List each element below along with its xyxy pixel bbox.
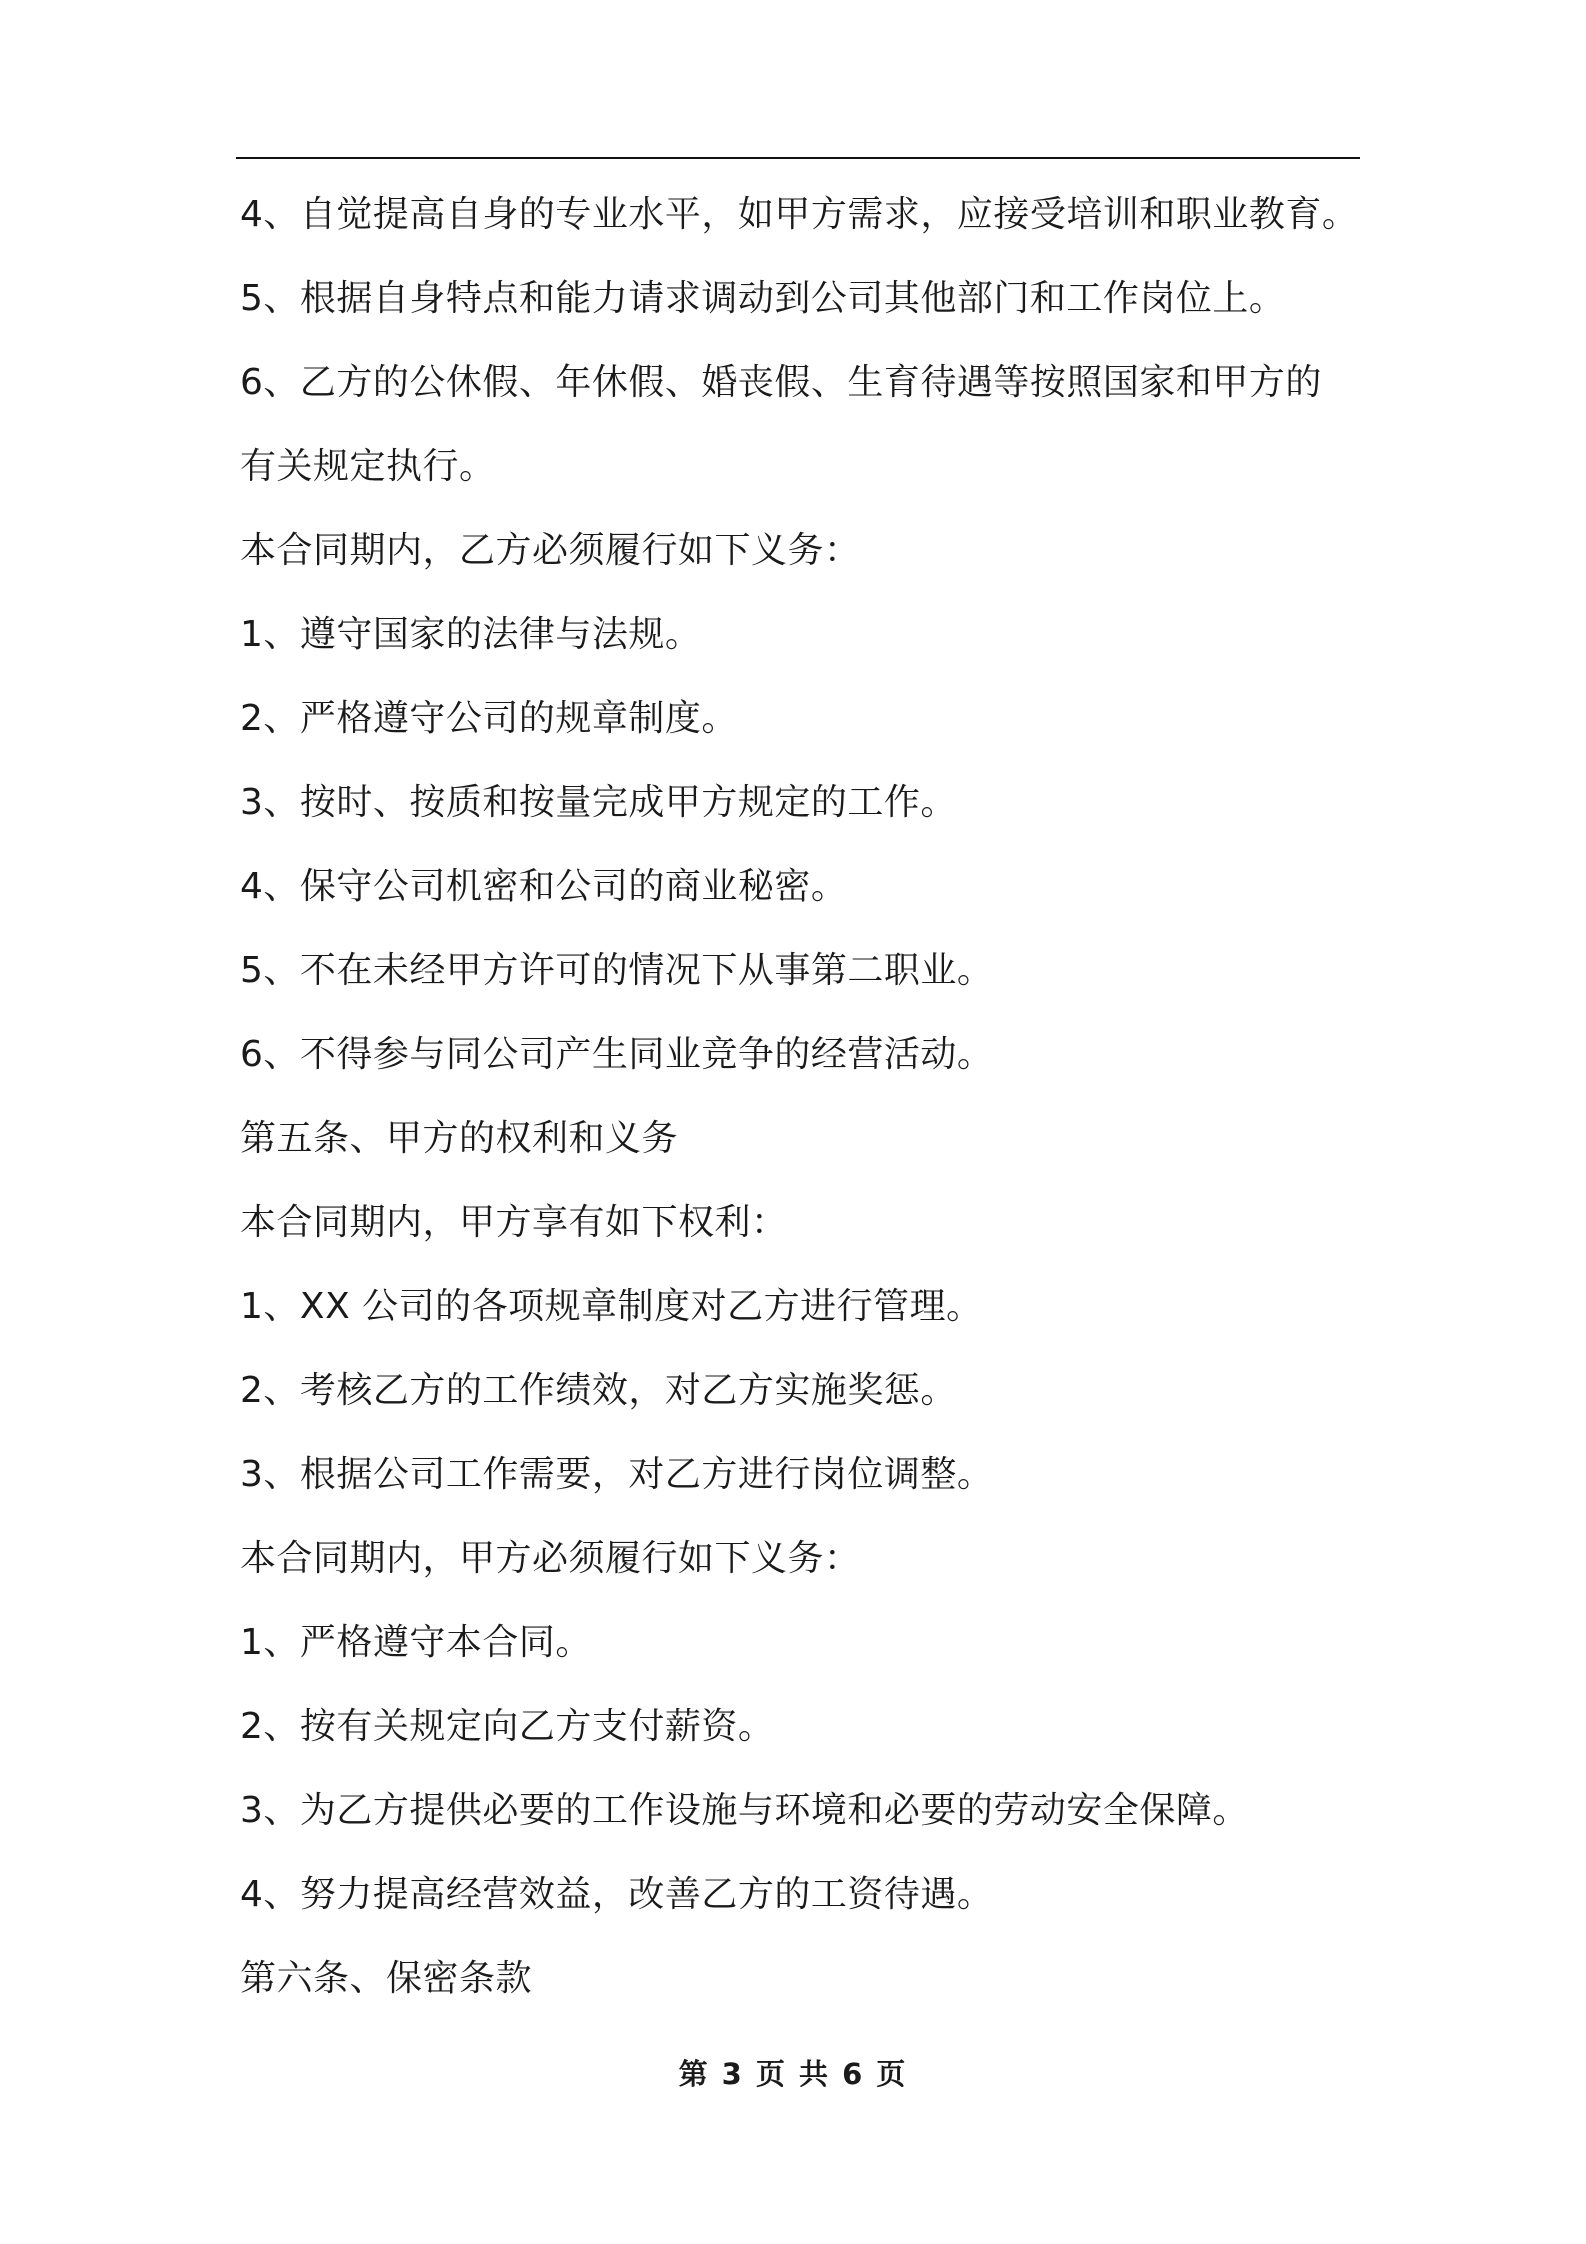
section-title: 第五条、甲方的权利和义务 [240,1118,679,1159]
clause-line: 5、不在未经甲方许可的情况下从事第二职业。 [240,950,994,991]
clause-heading: 本合同期内，乙方必须履行如下义务： [240,530,861,571]
clause-line: 6、不得参与同公司产生同业竞争的经营活动。 [240,1034,994,1075]
clause-line: 有关规定执行。 [240,446,496,487]
clause-line: 4、努力提高经营效益，改善乙方的工资待遇。 [240,1874,994,1915]
clause-line: 3、按时、按质和按量完成甲方规定的工作。 [240,782,957,823]
clause-heading: 本合同期内，甲方享有如下权利： [240,1202,788,1243]
clause-line: 1、严格遵守本合同。 [240,1622,592,1663]
clause-line: 4、自觉提高自身的专业水平，如甲方需求，应接受培训和职业教育。 [240,194,1359,235]
clause-line: 2、严格遵守公司的规章制度。 [240,698,738,739]
header-rule [236,157,1360,159]
clause-heading: 本合同期内，甲方必须履行如下义务： [240,1538,861,1579]
page-footer [0,2052,1586,2093]
clause-line: 2、考核乙方的工作绩效，对乙方实施奖惩。 [240,1370,957,1411]
clause-line: 3、根据公司工作需要，对乙方进行岗位调整。 [240,1454,994,1495]
section-title: 第六条、保密条款 [240,1958,533,1999]
document-body [240,195,1400,2043]
clause-line: 2、按有关规定向乙方支付薪资。 [240,1706,775,1747]
clause-line: 6、乙方的公休假、年休假、婚丧假、生育待遇等按照国家和甲方的 [240,362,1322,403]
clause-line: 4、保守公司机密和公司的商业秘密。 [240,866,848,907]
clause-line: 5、根据自身特点和能力请求调动到公司其他部门和工作岗位上。 [240,278,1286,319]
clause-line: 3、为乙方提供必要的工作设施与环境和必要的劳动安全保障。 [240,1790,1249,1831]
clause-line: 1、XX 公司的各项规章制度对乙方进行管理。 [240,1286,983,1327]
page-number: 第 3 页 共 6 页 [678,2057,908,2091]
clause-line: 1、遵守国家的法律与法规。 [240,614,702,655]
